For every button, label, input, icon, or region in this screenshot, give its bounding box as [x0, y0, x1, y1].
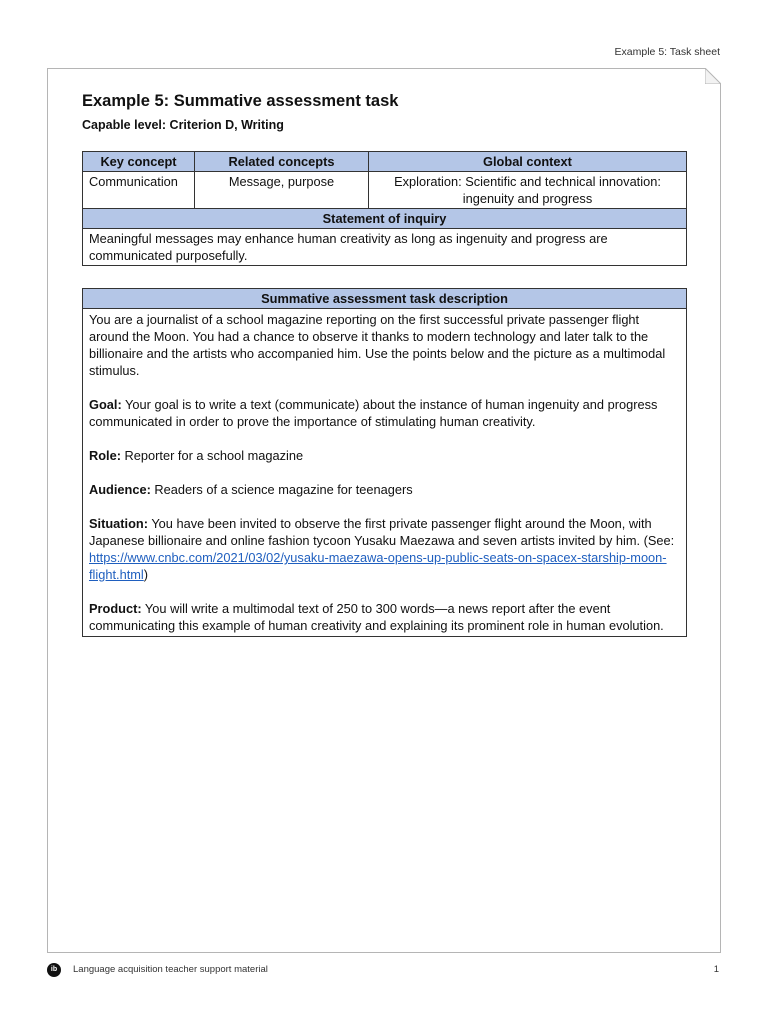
task-description-header: Summative assessment task description — [83, 289, 687, 309]
goal-label: Goal: — [89, 397, 122, 412]
page-footer — [47, 963, 719, 979]
inquiry-row — [83, 229, 687, 266]
document-title: Example 5: Summative assessment task — [82, 92, 399, 110]
related-concepts-header: Related concepts — [195, 152, 369, 172]
goal-paragraph — [89, 396, 680, 430]
key-concept-cell: Communication — [83, 172, 195, 209]
inquiry-header-row — [83, 209, 687, 229]
goal-text: Your goal is to write a text (communicate) about the instance of human ingenuity and progress communicated in order to prove the importance of stimulating human creativity. — [89, 397, 658, 429]
task-intro: You are a journalist of a school magazine reporting on the first successful private passenger flight around the Moon. You had a chance to observe it thanks to modern technology and later talk to the billionaire and the artists who accompanied him. Use the points below and the picture as a multimodal stimulus. — [89, 312, 666, 378]
cnbc-article-link[interactable]: https://www.cnbc.com/2021/03/02/yusaku-maezawa-opens-up-public-seats-on-spacex-starship-moon-flight.html — [89, 550, 667, 582]
page-number: 1 — [713, 964, 719, 975]
document-subtitle: Capable level: Criterion D, Writing — [82, 118, 284, 132]
related-concepts-cell: Message, purpose — [195, 172, 369, 209]
role-paragraph — [89, 447, 680, 464]
running-header: Example 5: Task sheet — [614, 46, 720, 58]
situation-close: ) — [143, 567, 149, 582]
situation-text: You have been invited to observe the first private passenger flight around the Moon, with Japanese billionaire and online fashion tycoon Yusaku Maezawa and seven artists invited by him. (See: — [89, 516, 675, 548]
task-description-body — [83, 309, 687, 637]
concepts-table — [82, 151, 687, 266]
role-text: Reporter for a school magazine — [121, 448, 304, 463]
situation-paragraph — [89, 515, 680, 583]
audience-label: Audience: — [89, 482, 151, 497]
page-corner-fold-icon — [705, 68, 721, 84]
task-header-row — [83, 289, 687, 309]
ib-logo-icon: ib — [47, 963, 61, 977]
task-description-table — [82, 288, 687, 637]
task-body-row — [83, 309, 687, 637]
global-context-cell: Exploration: Scientific and technical innovation: ingenuity and progress — [369, 172, 687, 209]
concepts-row — [83, 172, 687, 209]
global-context-header: Global context — [369, 152, 687, 172]
statement-of-inquiry-header: Statement of inquiry — [83, 209, 687, 229]
product-label: Product: — [89, 601, 142, 616]
product-paragraph — [89, 600, 680, 634]
situation-label: Situation: — [89, 516, 148, 531]
concepts-header-row — [83, 152, 687, 172]
audience-paragraph — [89, 481, 680, 498]
role-label: Role: — [89, 448, 121, 463]
product-text: You will write a multimodal text of 250 to 300 words—a news report after the event communicating this example of human creativity and explaining its prominent role in human evolution. — [89, 601, 664, 633]
footer-text: Language acquisition teacher support material — [73, 964, 268, 975]
statement-of-inquiry-text: Meaningful messages may enhance human creativity as long as ingenuity and progress are communicated purposefully. — [83, 229, 687, 266]
audience-text: Readers of a science magazine for teenagers — [150, 482, 413, 497]
key-concept-header: Key concept — [83, 152, 195, 172]
document-page — [47, 68, 721, 953]
